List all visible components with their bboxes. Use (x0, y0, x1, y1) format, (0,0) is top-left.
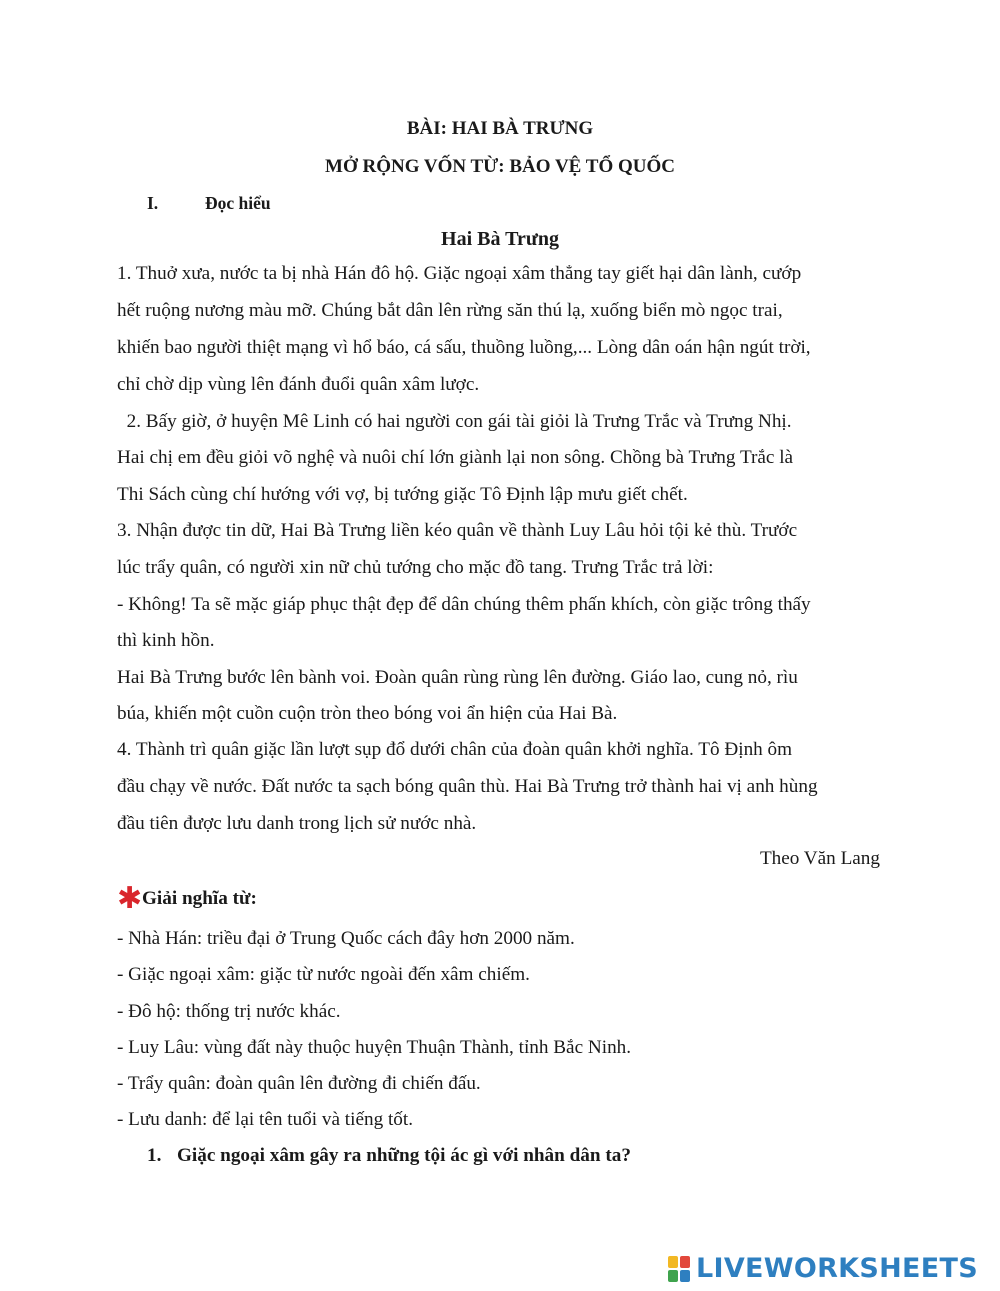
story-line: Hai Bà Trưng bước lên bành voi. Đoàn quân rùng rùng lên đường. Giáo lao, cung nỏ, rìu (117, 667, 798, 688)
glossary-item: - Giặc ngoại xâm: giặc từ nước ngoài đến xâm chiếm. (117, 964, 530, 985)
star-icon: ✱ (117, 881, 143, 916)
story-line: Hai chị em đều giỏi võ nghệ và nuôi chí lớn giành lại non sông. Chồng bà Trưng Trắc là (117, 447, 794, 468)
story-line: Thi Sách cùng chí hướng với vợ, bị tướng giặc Tô Định lập mưu giết chết. (117, 484, 688, 505)
story-line: - Không! Ta sẽ mặc giáp phục thật đẹp để dân chúng thêm phấn khích, còn giặc trông thấy (117, 594, 811, 615)
section-label: Đọc hiểu (205, 193, 271, 213)
logo-tiles-icon (668, 1256, 690, 1282)
logo-text: LIVEWORKSHEETS (695, 1253, 978, 1284)
question-number: 1. (147, 1145, 162, 1166)
glossary-item: - Trẩy quân: đoàn quân lên đường đi chiến đấu. (117, 1073, 481, 1094)
story-line: 1. Thuở xưa, nước ta bị nhà Hán đô hộ. Giặc ngoại xâm thẳng tay giết hại dân lành, cướp (117, 263, 802, 284)
glossary-item: - Lưu danh: để lại tên tuổi và tiếng tốt. (117, 1109, 414, 1130)
story-line: 2. Bấy giờ, ở huyện Mê Linh có hai người con gái tài giỏi là Trưng Trắc và Trưng Nhị. (117, 411, 792, 432)
story-title: Hai Bà Trưng (441, 228, 559, 250)
story-line: đầu tiên được lưu danh trong lịch sử nước nhà. (117, 813, 477, 834)
question-text: Giặc ngoại xâm gây ra những tội ác gì với nhân dân ta? (177, 1145, 631, 1166)
story-line: 3. Nhận được tin dữ, Hai Bà Trưng liền kéo quân về thành Luy Lâu hỏi tội kẻ thù. Trước (117, 520, 798, 541)
glossary-item: - Nhà Hán: triều đại ở Trung Quốc cách đây hơn 2000 năm. (117, 928, 575, 949)
story-line: hết ruộng nương màu mỡ. Chúng bắt dân lên rừng săn thú lạ, xuống biển mò ngọc trai, (117, 300, 783, 321)
glossary-item: - Luy Lâu: vùng đất này thuộc huyện Thuận Thành, tỉnh Bắc Ninh. (117, 1037, 632, 1058)
liveworksheets-logo (668, 1253, 978, 1284)
story-line: lúc trẩy quân, có người xin nữ chủ tướng cho mặc đồ tang. Trưng Trắc trả lời: (117, 557, 714, 578)
story-line: đầu chạy về nước. Đất nước ta sạch bóng quân thù. Hai Bà Trưng trở thành hai vị anh hùng (117, 776, 818, 797)
story-line: khiến bao người thiệt mạng vì hổ báo, cá sấu, thuồng luồng,... Lòng dân oán hận ngút trời, (117, 337, 811, 358)
story-line: chỉ chờ dịp vùng lên đánh đuổi quân xâm lược. (117, 374, 480, 395)
story-line: 4. Thành trì quân giặc lần lượt sụp đổ dưới chân của đoàn quân khởi nghĩa. Tô Định ôm (117, 739, 793, 760)
section-number: I. (147, 193, 159, 213)
story-line: búa, khiến một cuồn cuộn tròn theo bóng voi ẩn hiện của Hai Bà. (117, 703, 618, 724)
story-source: Theo Văn Lang (759, 848, 880, 869)
story-line: thì kinh hồn. (117, 630, 215, 651)
glossary-heading: Giải nghĩa từ: (142, 888, 257, 909)
page-subtitle: MỞ RỘNG VỐN TỪ: BẢO VỆ TỔ QUỐC (325, 156, 675, 177)
page-title: BÀI: HAI BÀ TRƯNG (406, 118, 594, 139)
glossary-item: - Đô hộ: thống trị nước khác. (117, 1001, 341, 1022)
